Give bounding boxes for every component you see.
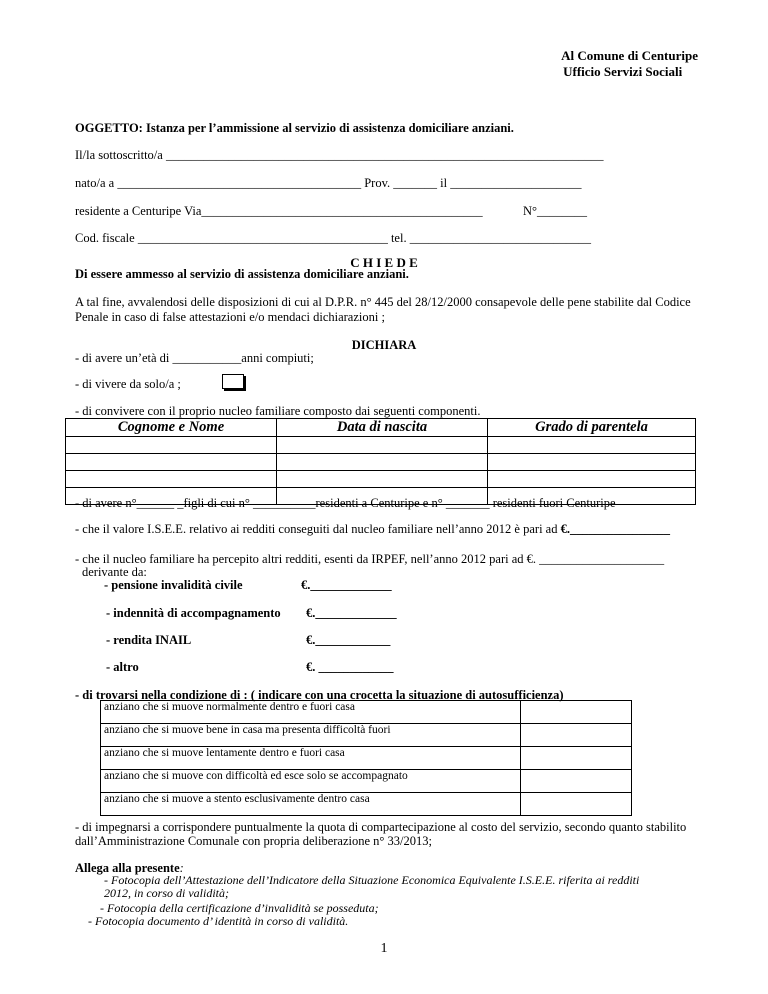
table-cell[interactable] bbox=[488, 454, 696, 471]
condition-table bbox=[100, 700, 632, 816]
alone-checkbox[interactable] bbox=[222, 374, 244, 389]
recipient-block bbox=[561, 48, 698, 80]
birth-field[interactable]: nato/a a _______________________________________ Prov. _______ il _____________________ bbox=[75, 176, 582, 190]
condition-checkbox[interactable] bbox=[521, 770, 632, 793]
children-line: - di avere n°______ _figli di cui n° __________residenti a Centuripe e n° _______ residenti fuori Centuripe bbox=[75, 496, 616, 510]
table-cell[interactable] bbox=[66, 454, 277, 471]
condition-title: - di trovarsi nella condizione di : ( indicare con una crocetta la situazione di autosufficienza) bbox=[75, 688, 564, 702]
income-item-label: - altro bbox=[106, 660, 139, 674]
attachment-item: - Fotocopia documento d’ identità in corso di validità. bbox=[88, 914, 349, 928]
derived-label: derivante da: bbox=[82, 565, 147, 579]
recipient-line-1: Al Comune di Centuripe bbox=[561, 48, 698, 63]
condition-label: anziano che si muove a stento esclusivamente dentro casa bbox=[101, 793, 521, 816]
table-row bbox=[101, 793, 632, 816]
income-item-label: - rendita INAIL bbox=[106, 633, 192, 647]
income-item-label: - indennità di accompagnamento bbox=[106, 606, 281, 620]
recipient-line-2: Ufficio Servizi Sociali bbox=[563, 64, 683, 79]
table-row bbox=[66, 454, 696, 471]
name-field[interactable]: Il/la sottoscritto/a ______________________________________________________________________ bbox=[75, 148, 604, 162]
declare-title: DICHIARA bbox=[351, 338, 417, 352]
header-birthdate: Data di nascita bbox=[277, 419, 488, 437]
fiscal-code-field[interactable]: Cod. fiscale ________________________________________ tel. _____________________________ bbox=[75, 231, 591, 245]
table-row bbox=[101, 724, 632, 747]
header-name: Cognome e Nome bbox=[66, 419, 277, 437]
income-item-amount[interactable]: €._____________ bbox=[306, 606, 397, 620]
page-number: 1 bbox=[380, 941, 388, 956]
condition-checkbox[interactable] bbox=[521, 793, 632, 816]
attachment-item: - Fotocopia della certificazione d’invalidità se posseduta; bbox=[100, 901, 379, 915]
family-table-header bbox=[66, 419, 696, 437]
condition-label: anziano che si muove lentamente dentro e fuori casa bbox=[101, 747, 521, 770]
table-cell[interactable] bbox=[277, 437, 488, 454]
house-number-field[interactable]: N°________ bbox=[523, 204, 588, 218]
condition-checkbox[interactable] bbox=[521, 701, 632, 724]
commitment-paragraph: - di impegnarsi a corrispondere puntualmente la quota di compartecipazione al costo del servizio, secondo quanto stabilito dall’Amministrazione Comunale con propria deliberazione n° 33/2013; bbox=[75, 820, 687, 848]
table-row bbox=[101, 747, 632, 770]
attachment-item: - Fotocopia dell’Attestazione dell’Indicatore della Situazione Economica Equivalente I.S.E.E. riferita ai redditi 2012, in corso di validità; bbox=[104, 873, 640, 900]
attachments-title-text: Allega alla presente bbox=[75, 861, 180, 875]
isee-amount[interactable]: €.________________ bbox=[560, 522, 670, 536]
cohabit-line: - di convivere con il proprio nucleo familiare composto dai seguenti componenti. bbox=[75, 404, 481, 418]
isee-text: - che il valore I.S.E.E. relativo ai redditi conseguiti dal nucleo familiare nell’anno 2012 è pari ad bbox=[75, 522, 558, 536]
income-item-amount[interactable]: €._____________ bbox=[301, 578, 392, 592]
table-row bbox=[66, 471, 696, 488]
intro-paragraph: A tal fine, avvalendosi delle disposizioni di cui al D.P.R. n° 445 del 28/12/2000 consapevole delle pene stabilite dal Codice Penale in caso di false attestazioni e/o mendaci dichiarazioni ; bbox=[75, 295, 691, 324]
table-cell[interactable] bbox=[277, 454, 488, 471]
table-row bbox=[101, 701, 632, 724]
family-table bbox=[65, 418, 696, 505]
income-item-label: - pensione invalidità civile bbox=[104, 578, 243, 592]
condition-label: anziano che si muove normalmente dentro e fuori casa bbox=[101, 701, 521, 724]
income-item-amount[interactable]: €. ____________ bbox=[306, 660, 394, 674]
condition-label: anziano che si muove con difficoltà ed esce solo se accompagnato bbox=[101, 770, 521, 793]
age-line: - di avere un’età di ___________anni compiuti; bbox=[75, 351, 314, 365]
table-row bbox=[66, 437, 696, 454]
alone-line: - di vivere da solo/a ; bbox=[75, 377, 181, 391]
other-income-line: - che il nucleo familiare ha percepito altri redditi, esenti da IRPEF, nell’anno 2012 pari ad €. ____________________ bbox=[75, 552, 665, 566]
table-cell[interactable] bbox=[66, 437, 277, 454]
table-cell[interactable] bbox=[488, 471, 696, 488]
header-relationship: Grado di parentela bbox=[488, 419, 696, 437]
condition-label: anziano che si muove bene in casa ma presenta difficoltà fuori bbox=[101, 724, 521, 747]
isee-line bbox=[75, 522, 670, 537]
table-cell[interactable] bbox=[66, 471, 277, 488]
residence-field[interactable]: residente a Centuripe Via_____________________________________________ bbox=[75, 204, 483, 218]
condition-checkbox[interactable] bbox=[521, 747, 632, 770]
table-cell[interactable] bbox=[488, 437, 696, 454]
subject: OGGETTO: Istanza per l’ammissione al servizio di assistenza domiciliare anziani. bbox=[75, 121, 514, 135]
condition-checkbox[interactable] bbox=[521, 724, 632, 747]
table-cell[interactable] bbox=[277, 471, 488, 488]
income-item-amount[interactable]: €.____________ bbox=[306, 633, 391, 647]
request-title: C H I E D E bbox=[350, 255, 418, 270]
attachments-title: Allega alla presente: bbox=[75, 861, 184, 875]
table-row bbox=[101, 770, 632, 793]
request-text: Di essere ammesso al servizio di assistenza domiciliare anziani. bbox=[75, 267, 409, 281]
